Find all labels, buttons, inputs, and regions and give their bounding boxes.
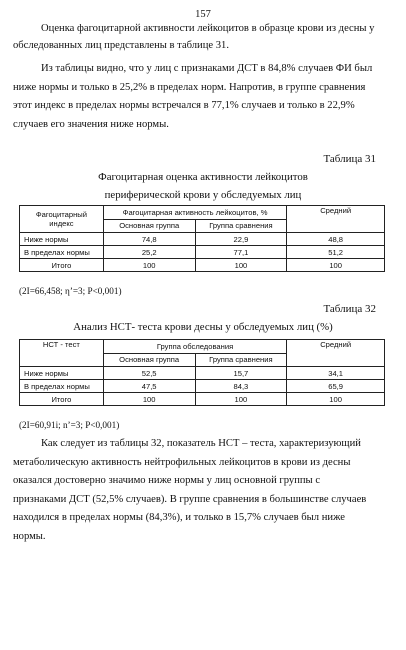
table-32 bbox=[19, 339, 385, 406]
paragraph-line: обследованных лиц представлены в таблице 31. bbox=[13, 40, 229, 52]
table-header-cell: Группа сравнения bbox=[195, 353, 287, 367]
table-31 bbox=[19, 205, 385, 272]
paragraph-line: Из таблицы видно, что у лиц с признаками ДСТ в 84,8% случаев ФИ был bbox=[41, 63, 373, 74]
table-row bbox=[20, 259, 385, 272]
table-cell: 22,9 bbox=[195, 233, 287, 246]
table-header-cell: Группа обследования bbox=[103, 340, 286, 354]
table-cell: 25,2 bbox=[103, 246, 195, 259]
table-header-cell: Основная группа bbox=[103, 353, 195, 367]
row-label: Ниже нормы bbox=[20, 367, 104, 380]
paragraph-line: Как следует из таблицы 32, показатель НСТ – теста, характеризующий bbox=[41, 438, 361, 449]
page-number: 157 bbox=[195, 9, 211, 20]
table-31-title-line-2: периферической крови у обследуемых лиц bbox=[104, 189, 302, 201]
table-cell: 15,7 bbox=[195, 367, 287, 380]
table-cell: 51,2 bbox=[287, 246, 385, 259]
row-label: Итого bbox=[20, 259, 104, 272]
paragraph-line: Оценка фагоцитарной активности лейкоцитов в образце крови из десны у bbox=[41, 23, 375, 34]
table-cell: 100 bbox=[195, 259, 287, 272]
table-31-title-line-1: Фагоцитарная оценка активности лейкоцитов bbox=[98, 171, 308, 183]
table-row bbox=[20, 380, 385, 393]
paragraph-line: признаками ДСТ (52,5% случаев). В группе сравнения в большинстве случаев bbox=[13, 493, 367, 505]
table-cell: 84,3 bbox=[195, 380, 287, 393]
table-header-cell: Средний bbox=[287, 340, 385, 367]
table-cell: 100 bbox=[103, 259, 195, 272]
table-31-label: Таблица 31 bbox=[323, 153, 376, 165]
table-row bbox=[20, 367, 385, 380]
table-cell: 100 bbox=[287, 393, 385, 406]
paragraph-line: оказался достоверно значимо ниже нормы у лиц основной группы с bbox=[13, 475, 321, 487]
table-header-cell: НСТ - тест bbox=[20, 340, 104, 367]
paragraph-line: ниже нормы и только в 25,2% в пределах норм. Напротив, в группе сравнения bbox=[13, 81, 366, 93]
paragraph-line: этот индекс в пределах нормы встречался в 77,1% случаев и только в 22,9% bbox=[13, 100, 355, 111]
table-header-cell: Группа сравнения bbox=[195, 219, 287, 233]
row-label: Ниже нормы bbox=[20, 233, 104, 246]
paragraph-line: нормы. bbox=[13, 530, 46, 542]
table-32-label: Таблица 32 bbox=[323, 303, 376, 315]
table-cell: 52,5 bbox=[103, 367, 195, 380]
table-cell: 47,5 bbox=[103, 380, 195, 393]
row-label: В пределах нормы bbox=[20, 246, 104, 259]
table-header-cell: Основная группа bbox=[103, 219, 195, 233]
table-header-cell: Фагоцитарная активность лейкоцитов, % bbox=[103, 206, 286, 220]
table-31-statistics: (2I=66,458; η’=3; P<0,001) bbox=[19, 286, 122, 296]
table-cell: 100 bbox=[287, 259, 385, 272]
table-header-text: Фагоцитарный bbox=[35, 210, 87, 219]
table-header-cell bbox=[20, 206, 104, 233]
table-32-title: Анализ НСТ- теста крови десны у обследуемых лиц (%) bbox=[73, 321, 333, 333]
table-cell: 77,1 bbox=[195, 246, 287, 259]
paragraph-line: метаболическую активность нейтрофильных лейкоцитов в крови из десны bbox=[13, 456, 351, 468]
paragraph-line: находился в пределах нормы (84,3%), и только в 15,7% случаев был ниже bbox=[13, 512, 345, 524]
table-row bbox=[20, 393, 385, 406]
table-cell: 65,9 bbox=[287, 380, 385, 393]
table-cell: 100 bbox=[195, 393, 287, 406]
table-header-text: индекс bbox=[49, 219, 74, 228]
row-label: Итого bbox=[20, 393, 104, 406]
paragraph-2 bbox=[13, 60, 391, 134]
table-cell: 74,8 bbox=[103, 233, 195, 246]
row-label: В пределах нормы bbox=[20, 380, 104, 393]
table-row bbox=[20, 246, 385, 259]
table-32-statistics: (2I=60,91i; n’=3; P<0,001) bbox=[19, 420, 120, 430]
paragraph-1 bbox=[13, 20, 391, 55]
table-header-cell: Средний bbox=[287, 206, 385, 233]
table-cell: 34,1 bbox=[287, 367, 385, 380]
paragraph-line: случаев его значения ниже нормы. bbox=[13, 118, 169, 130]
table-row bbox=[20, 233, 385, 246]
paragraph-3 bbox=[13, 435, 391, 547]
table-cell: 100 bbox=[103, 393, 195, 406]
table-cell: 48,8 bbox=[287, 233, 385, 246]
